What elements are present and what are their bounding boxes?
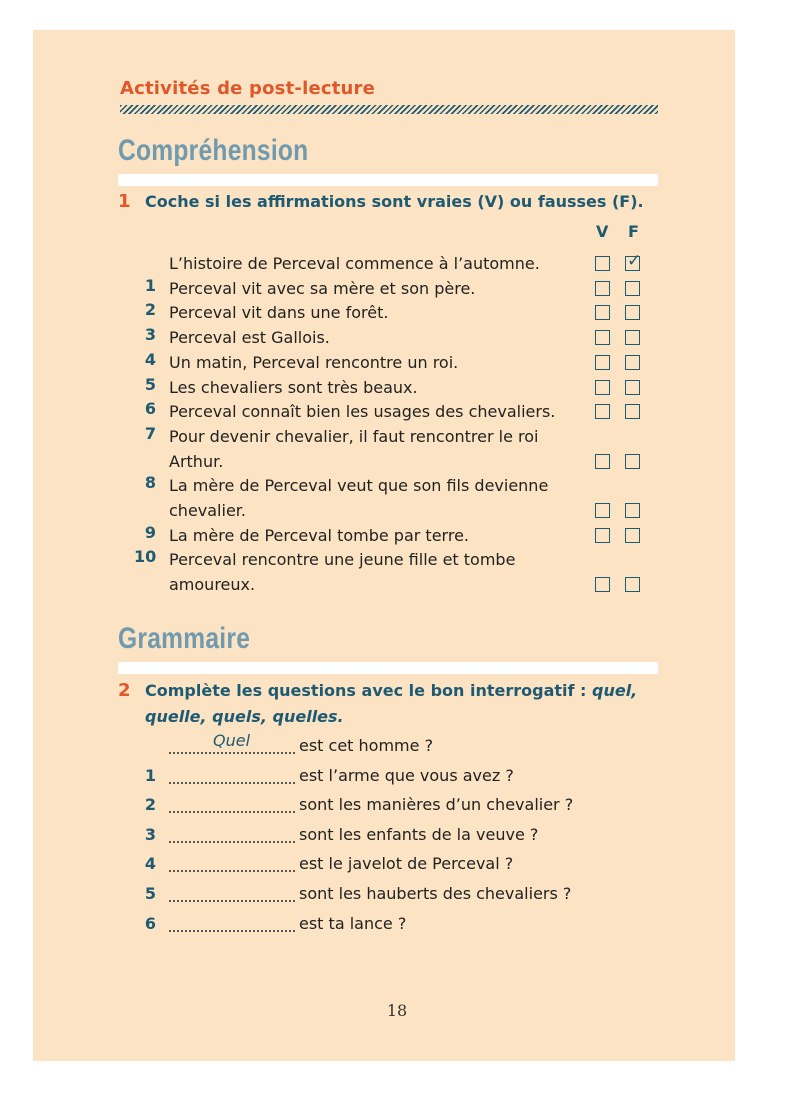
checkbox-f[interactable] xyxy=(625,404,640,419)
exercise-number-1: 1 xyxy=(118,191,131,212)
example-statement: L’histoire de Perceval commence à l’automne. xyxy=(169,254,540,273)
checkbox-v[interactable] xyxy=(595,404,610,419)
question-number: 3 xyxy=(144,824,156,844)
checkbox-v[interactable] xyxy=(595,528,610,543)
checkbox-v[interactable] xyxy=(595,355,610,370)
statement-text: Les chevaliers sont très beaux. xyxy=(169,377,418,397)
question-number: 4 xyxy=(144,854,156,874)
statement-number: 6 xyxy=(144,399,156,419)
checkbox-v[interactable] xyxy=(595,281,610,296)
checkbox-v[interactable] xyxy=(595,503,610,518)
question-text: est l’arme que vous avez ? xyxy=(299,765,514,785)
answer-blank[interactable] xyxy=(169,768,295,784)
statement-number: 1 xyxy=(144,275,156,295)
instruction-text: Complète les questions avec le bon interrogatif : xyxy=(145,681,592,700)
checkbox-v[interactable] xyxy=(595,256,610,271)
statement-number: 3 xyxy=(144,325,156,345)
statement-number: 8 xyxy=(144,473,156,493)
statement-number: 5 xyxy=(144,374,156,394)
statement-text: Perceval connaît bien les usages des chevaliers. xyxy=(169,402,556,422)
statement-text: Perceval vit dans une forêt. xyxy=(169,303,389,323)
checkbox-f[interactable] xyxy=(625,528,640,543)
question-text: est le javelot de Perceval ? xyxy=(299,854,514,874)
section-divider-grammaire xyxy=(118,662,658,674)
question-number: 1 xyxy=(144,765,156,785)
statement-text: La mère de Perceval veut que son fils devienne xyxy=(169,476,549,496)
answer-blank[interactable] xyxy=(169,916,295,932)
answer-blank[interactable] xyxy=(169,827,295,843)
checkbox-v[interactable] xyxy=(595,380,610,395)
statement-text: Un matin, Perceval rencontre un roi. xyxy=(169,352,459,372)
answer-blank[interactable] xyxy=(169,797,295,813)
checkbox-f[interactable] xyxy=(625,355,640,370)
checkbox-f[interactable] xyxy=(625,503,640,518)
column-header-f: F xyxy=(628,222,639,241)
question-number: 2 xyxy=(144,795,156,815)
statement-text: Arthur. xyxy=(169,451,224,471)
page-number: 18 xyxy=(386,1001,408,1020)
question-text: sont les hauberts des chevaliers ? xyxy=(299,884,572,903)
statement-text: Perceval est Gallois. xyxy=(169,328,330,348)
checkbox-f[interactable] xyxy=(625,330,640,345)
hatched-divider xyxy=(120,105,658,114)
answer-blank[interactable] xyxy=(169,886,295,902)
activities-header xyxy=(120,78,660,99)
statement-number: 10 xyxy=(134,547,157,567)
checkbox-f[interactable] xyxy=(625,281,640,296)
section-title-comprehension: Compréhension xyxy=(118,134,309,167)
activities-title: Activités de post-lecture xyxy=(120,78,376,99)
check-mark-icon: ✓ xyxy=(627,251,642,271)
column-header-v: V xyxy=(596,222,609,241)
statement-number: 9 xyxy=(144,522,156,542)
checkbox-v[interactable] xyxy=(595,330,610,345)
instruction-options: quel, quelle, quels, quelles. xyxy=(145,681,638,726)
question-text: est ta lance ? xyxy=(299,913,407,933)
exercise-instruction-2 xyxy=(145,678,655,730)
statement-number: 2 xyxy=(144,300,156,320)
section-divider-comprehension xyxy=(118,174,658,186)
section-title-grammaire: Grammaire xyxy=(118,622,251,655)
checkbox-f[interactable] xyxy=(625,305,640,320)
statement-number: 7 xyxy=(144,423,156,443)
exercise-number-2: 2 xyxy=(118,680,131,701)
question-text: est cet homme ? xyxy=(299,736,434,755)
checkbox-v[interactable] xyxy=(595,577,610,592)
answer-blank[interactable] xyxy=(169,856,295,872)
checkbox-f[interactable] xyxy=(625,454,640,469)
question-text: sont les enfants de la veuve ? xyxy=(299,824,539,844)
statement-text: Perceval vit avec sa mère et son père. xyxy=(169,278,476,298)
checkbox-v[interactable] xyxy=(595,454,610,469)
question-number: 6 xyxy=(144,913,156,933)
checkbox-f[interactable] xyxy=(625,380,640,395)
question-text: sont les manières d’un chevalier ? xyxy=(299,795,574,815)
statement-text: Pour devenir chevalier, il faut rencontrer le roi xyxy=(169,426,539,446)
checkbox-v[interactable] xyxy=(595,305,610,320)
checkbox-f[interactable] xyxy=(625,577,640,592)
statement-text: Perceval rencontre une jeune fille et tombe xyxy=(169,550,516,570)
checkbox-f[interactable] xyxy=(625,251,642,271)
statement-text: La mère de Perceval tombe par terre. xyxy=(169,525,469,545)
statement-text: chevalier. xyxy=(169,501,246,520)
question-number: 5 xyxy=(144,884,156,903)
example-answer: Quel xyxy=(213,731,251,750)
statement-text: amoureux. xyxy=(169,575,256,595)
statement-number: 4 xyxy=(144,349,156,369)
exercise-instruction-1: Coche si les affirmations sont vraies (V) ou fausses (F). xyxy=(145,192,644,211)
